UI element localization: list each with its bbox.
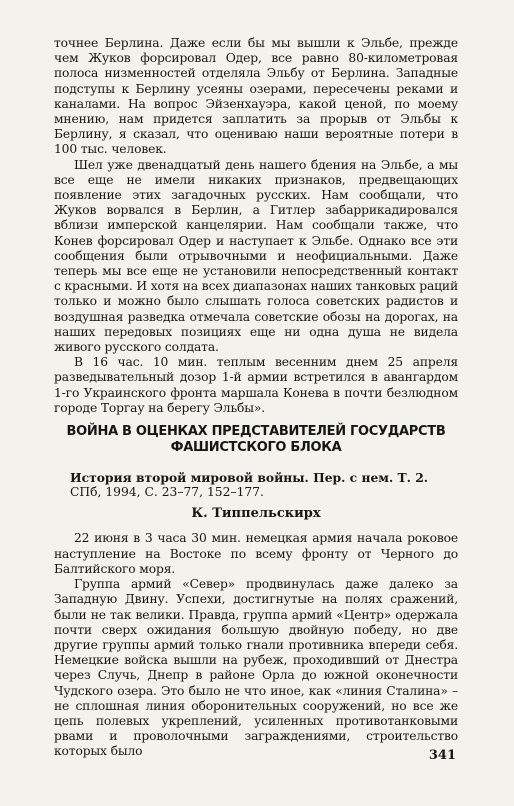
author-name: К. Типпельскирх xyxy=(191,506,321,522)
body-paragraph: Шел уже двенадцатый день нашего бдения на Эльбе, а мы все еще не имели никаких признаков, предвещающих появление этих загадочных русских. Нам сообщали, что Жуков ворвался в Берлин, а Гитлер забаррикадировался вблизи имперской канцелярии. Нам сообщали также, что Конев форсировал Одер и наступает к Эльбе. Однако все эти сообщения были отрывочными и неофициальными. Даже теперь мы все еще не установили непосредственный контакт с красными. И хотя на всех диапазонах наших танковых раций только и можно было слышать голоса советских радистов и воздушная разведка отмечала советские обозы на дорогах, на наших передовых позициях еще ни одна душа не видела живого русского солдата. xyxy=(54,157,458,355)
body-paragraph: Группа армий «Север» продвинулась даже далеко за Западную Двину. Успехи, достигнутые на полях сражений, были не так велики. Правда, группа армий «Центр» одержала почти сверх ожидания большую двойную победу, но две другие группы армий только гнали противника впереди себя. Немецкие войска вышли на рубеж, проходивший от Днестра через Случь, Днепр в районе Орла до южной оконечности Чудского озера. Это было не что иное, как «линия Сталина» – не сплошная линия оборонительных сооружений, но все же цепь полевых укреплений, усиленных противотанковыми рвами и проволочными заграждениями, строительство которых было xyxy=(54,577,458,759)
section-heading: ВОЙНА В ОЦЕНКАХ ПРЕДСТАВИТЕЛЕЙ ГОСУДАРСТВ ФАШИСТСКОГО БЛОКА xyxy=(66,424,446,456)
source-title: История второй мировой войны. Пер. с нем. Т. 2. xyxy=(70,470,429,486)
body-paragraph: В 16 час. 10 мин. теплым весенним днем 25 апреля разведывательный дозор 1-й армии встретился в авангардом 1-го Украинского фронта маршала Конева в почти безлюдном городе Торгау на берегу Эльбы». xyxy=(54,355,458,415)
source-details: СПб, 1994, С. 23–77, 152–177. xyxy=(70,485,264,500)
body-paragraph: 22 июня в 3 часа 30 мин. немецкая армия начала роковое наступление на Востоке по всему фронту от Черного до Балтийского моря. xyxy=(54,531,458,576)
body-paragraph: точнее Берлина. Даже если бы мы вышли к Эльбе, прежде чем Жуков форсировал Одер, все равно 80-километровая полоса низменностей отделяла Эльбу от Берлина. Западные подступы к Берлину усеяны озерами, пересечены реками и каналами. На вопрос Эйзенхауэра, какой ценой, по моему мнению, нам придется заплатить за прорыв от Эльбы к Берлину, я сказал, что оцениваю наши вероятные потери в 100 тыс. человек. xyxy=(54,36,458,157)
source-citation xyxy=(70,470,458,500)
page-number: 341 xyxy=(428,748,456,763)
